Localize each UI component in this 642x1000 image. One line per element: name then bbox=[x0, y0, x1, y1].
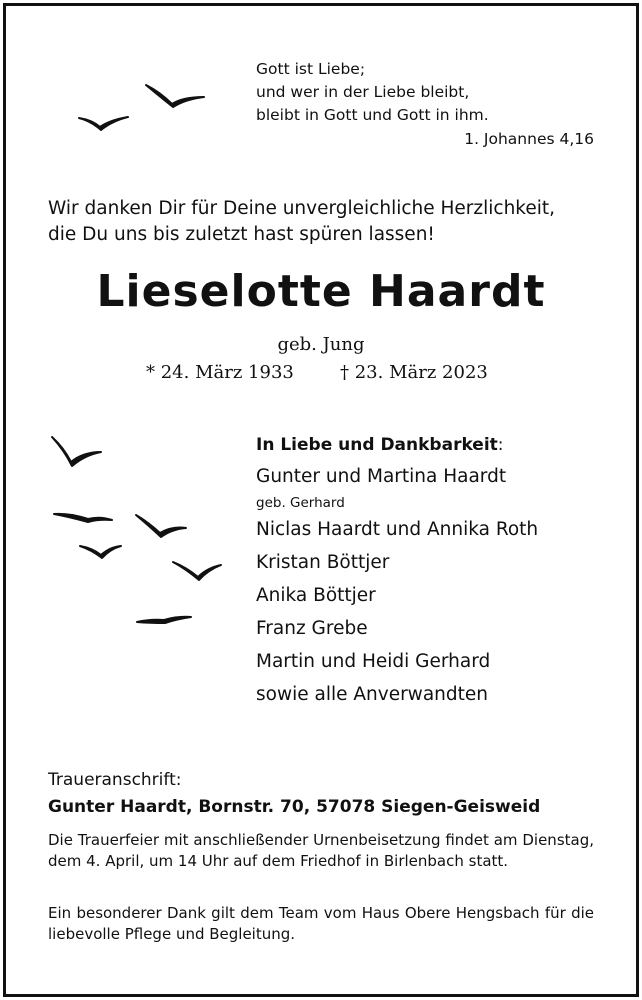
death-date: † 23. März 2023 bbox=[340, 362, 488, 383]
birth-date: * 24. März 1933 bbox=[146, 362, 294, 383]
deceased-name: Lieselotte Haardt bbox=[96, 266, 546, 317]
mourner-line: Niclas Haardt und Annika Roth bbox=[256, 519, 539, 540]
thanks-text bbox=[48, 196, 555, 248]
mourner-line: Kristan Böttjer bbox=[256, 552, 390, 573]
bird-icon bbox=[80, 546, 121, 558]
mourning-address: Gunter Haardt, Bornstr. 70, 57078 Siegen-Geisweid bbox=[48, 797, 541, 817]
bird-icon bbox=[173, 562, 221, 580]
mourner-line: Anika Böttjer bbox=[256, 585, 376, 606]
address-label: Traueranschrift: bbox=[48, 770, 182, 790]
mourner-line: Martin und Heidi Gerhard bbox=[256, 651, 491, 672]
bird-icon bbox=[52, 437, 101, 466]
verse-line: Gott ist Liebe; bbox=[256, 60, 366, 78]
bible-verse bbox=[256, 58, 489, 127]
bird-icon bbox=[146, 85, 204, 107]
verse-line: bleibt in Gott und Gott in ihm. bbox=[256, 106, 489, 124]
mourners-heading bbox=[256, 430, 538, 460]
mourners-heading-colon: : bbox=[497, 435, 504, 455]
mourners-heading-text: In Liebe und Dankbarkeit bbox=[256, 435, 498, 455]
thanks-line: Wir danken Dir für Deine unvergleichliche Herzlichkeit, bbox=[48, 198, 556, 219]
bird-icon bbox=[137, 617, 191, 623]
mourner-maiden-name: geb. Gerhard bbox=[256, 495, 345, 511]
mourner-line: Franz Grebe bbox=[256, 618, 368, 639]
gratitude-notice: Ein besonderer Dank gilt dem Team vom Haus Obere Hengsbach für die liebevolle Pflege und Begleitung. bbox=[48, 904, 594, 943]
bird-icon bbox=[136, 515, 186, 537]
bird-icon bbox=[79, 117, 128, 130]
thanks-line: die Du uns bis zuletzt hast spüren lassen! bbox=[48, 224, 435, 245]
maiden-name: geb. Jung bbox=[277, 334, 365, 355]
verse-reference: 1. Johannes 4,16 bbox=[464, 130, 594, 148]
bird-icon bbox=[54, 514, 112, 522]
ceremony-notice: Die Trauerfeier mit anschließender Urnenbeisetzung findet am Dienstag, dem 4. April, um 14 Uhr auf dem Friedhof in Birlenbach statt. bbox=[48, 831, 594, 870]
mourners-list bbox=[256, 430, 538, 711]
verse-line: und wer in der Liebe bleibt, bbox=[256, 83, 470, 101]
mourner-line: Gunter und Martina Haardt bbox=[256, 466, 507, 487]
mourner-line: sowie alle Anverwandten bbox=[256, 684, 488, 705]
